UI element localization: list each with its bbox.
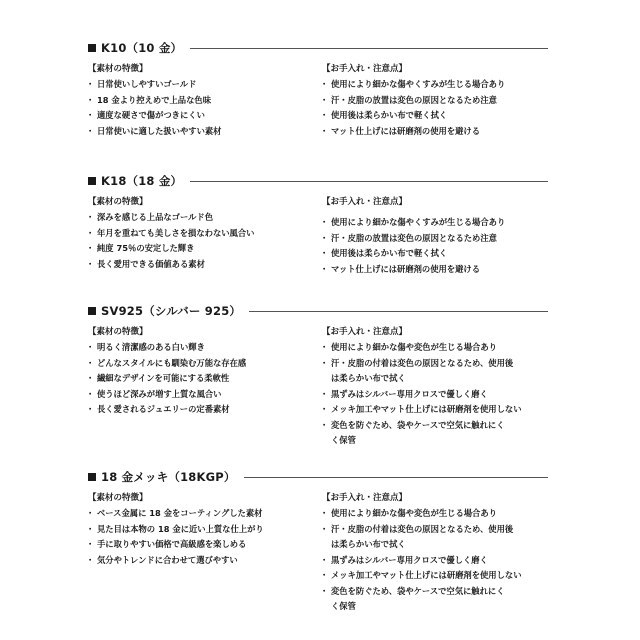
section-k18 — [88, 173, 548, 274]
care-list — [322, 215, 552, 277]
care-column — [322, 491, 552, 615]
material-list — [88, 340, 313, 418]
list-item: ・ 純度 75％の安定した輝き — [88, 241, 313, 257]
section-18kgp — [88, 469, 548, 611]
list-item: ・ メッキ加工やマット仕上げには研磨剤を使用しない — [322, 402, 552, 418]
section-header — [88, 40, 548, 56]
section-title: SV925（シルバー 925） — [101, 304, 242, 318]
care-heading: 【お手入れ・注意点】 — [322, 197, 408, 207]
list-item: ・ 使うほど深みが増す上質な風合い — [88, 387, 313, 403]
care-heading: 【お手入れ・注意点】 — [322, 327, 408, 337]
section-title: 18 金メッキ（18KGP） — [101, 470, 236, 484]
square-bullet-icon — [88, 307, 96, 315]
list-item: ・ 汗・皮脂の付着は変色の原因となるため、使用後 — [322, 522, 552, 538]
list-item: ・ 変色を防ぐため、袋やケースで空気に触れにく — [322, 584, 552, 600]
list-item: ・ 18 金より控えめで上品な色味 — [88, 93, 313, 109]
list-item: ・ 気分やトレンドに合わせて選びやすい — [88, 553, 313, 569]
list-item-continuation: く保管 — [331, 601, 356, 611]
section-k10 — [88, 40, 548, 136]
list-item: ・ 適度な硬さで傷がつきにくい — [88, 108, 313, 124]
list-item: ・ 汗・皮脂の放置は変色の原因となるため注意 — [322, 93, 552, 109]
list-item: ・ 日常使いに適した扱いやすい素材 — [88, 124, 313, 140]
list-item-continuation: く保管 — [331, 435, 356, 445]
care-list — [322, 506, 552, 615]
section-divider — [244, 477, 548, 478]
section-sv925 — [88, 303, 548, 445]
care-heading: 【お手入れ・注意点】 — [322, 64, 408, 74]
list-item: ・ 使用後は柔らかい布で軽く拭く — [322, 246, 552, 262]
list-item: ・ 手に取りやすい価格で高級感を楽しめる — [88, 537, 313, 553]
section-divider — [190, 181, 548, 182]
list-item: ・ ベース金属に 18 金をコーティングした素材 — [88, 506, 313, 522]
care-column — [322, 325, 552, 449]
list-item: ・ 使用により細かな傷やくすみが生じる場合あり — [322, 215, 552, 231]
care-column — [322, 62, 552, 139]
section-divider — [190, 48, 548, 49]
section-divider — [249, 311, 548, 312]
list-item: ・ 日常使いしやすいゴールド — [88, 77, 313, 93]
square-bullet-icon — [88, 177, 96, 185]
list-item: ・ 使用後は柔らかい布で軽く拭く — [322, 108, 552, 124]
care-list — [322, 340, 552, 449]
material-column — [88, 62, 313, 139]
list-item: ・ どんなスタイルにも馴染む万能な存在感 — [88, 356, 313, 372]
list-item: ・ 使用により細かな傷や変色が生じる場合あり — [322, 340, 552, 356]
square-bullet-icon — [88, 473, 96, 481]
section-header — [88, 303, 548, 319]
section-header — [88, 173, 548, 189]
material-column — [88, 325, 313, 418]
material-heading: 【素材の特徴】 — [88, 327, 148, 337]
section-title: K18（18 金） — [101, 174, 183, 188]
material-heading: 【素材の特徴】 — [88, 197, 148, 207]
material-list — [88, 506, 313, 568]
list-item: ・ 長く愛用できる価値ある素材 — [88, 257, 313, 273]
list-item: ・ 黒ずみはシルバー専用クロスで優しく磨く — [322, 553, 552, 569]
list-item: ・ 年月を重ねても美しさを損なわない風合い — [88, 226, 313, 242]
list-item: ・ メッキ加工やマット仕上げには研磨剤を使用しない — [322, 568, 552, 584]
care-heading: 【お手入れ・注意点】 — [322, 493, 408, 503]
list-item: ・ 明るく清潔感のある白い輝き — [88, 340, 313, 356]
material-column — [88, 491, 313, 568]
material-heading: 【素材の特徴】 — [88, 64, 148, 74]
square-bullet-icon — [88, 44, 96, 52]
list-item: ・ 繊細なデザインを可能にする柔軟性 — [88, 371, 313, 387]
material-heading: 【素材の特徴】 — [88, 493, 148, 503]
list-item-continuation: は柔らかい布で拭く — [331, 539, 406, 549]
list-item: ・ 深みを感じる上品なゴールド色 — [88, 210, 313, 226]
list-item-continuation: は柔らかい布で拭く — [331, 373, 406, 383]
material-column — [88, 195, 313, 272]
list-item: ・ マット仕上げには研磨剤の使用を避ける — [322, 262, 552, 278]
care-list — [322, 77, 552, 139]
list-item: ・ 使用により細かな傷やくすみが生じる場合あり — [322, 77, 552, 93]
list-item: ・ 見た目は本物の 18 金に近い上質な仕上がり — [88, 522, 313, 538]
list-item: ・ 長く愛されるジュエリーの定番素材 — [88, 402, 313, 418]
list-item: ・ 使用により細かな傷や変色が生じる場合あり — [322, 506, 552, 522]
list-item: ・ 汗・皮脂の放置は変色の原因となるため注意 — [322, 231, 552, 247]
list-item: ・ 汗・皮脂の付着は変色の原因となるため、使用後 — [322, 356, 552, 372]
list-item: ・ 黒ずみはシルバー専用クロスで優しく磨く — [322, 387, 552, 403]
section-title: K10（10 金） — [101, 41, 183, 55]
care-column — [322, 195, 552, 277]
section-header — [88, 469, 548, 485]
list-item: ・ マット仕上げには研磨剤の使用を避ける — [322, 124, 552, 140]
material-list — [88, 77, 313, 139]
list-item: ・ 変色を防ぐため、袋やケースで空気に触れにく — [322, 418, 552, 434]
material-list — [88, 210, 313, 272]
